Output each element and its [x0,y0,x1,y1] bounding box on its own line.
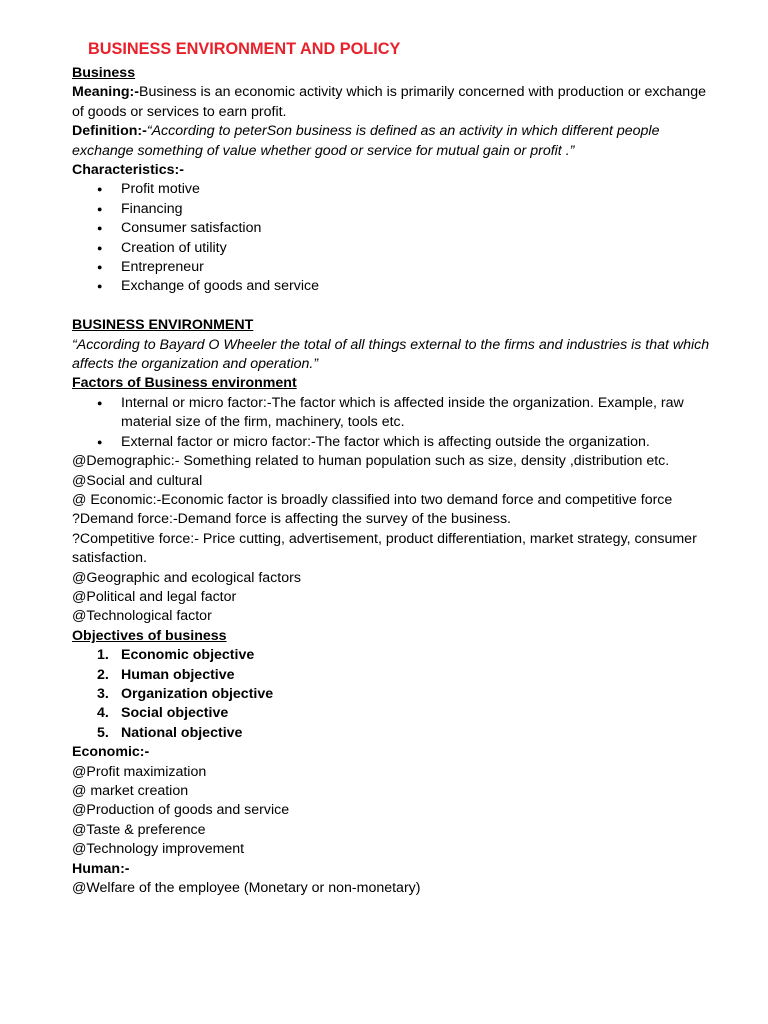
meaning-label: Meaning:- [72,84,139,101]
list-item: ● Creation of utility [72,239,712,258]
item-number: 4. [97,705,109,722]
environment-quote: “According to Bayard O Wheeler the total of all things external to the firms and industries is that which affects the organization and operation.” [72,336,710,373]
item-label: Organization objective [121,685,274,702]
item-label: Economic objective [121,647,255,664]
section-spacer [72,297,712,316]
factor-line: ?Competitive force:- Price cutting, advertisement, product differentiation, market strategy, consumer satisfaction. [72,530,697,567]
objectives-list [72,646,712,743]
definition-text: “According to peterSon business is defined as an activity in which different people exchange something of value whether good or service for mutual gain or profit .” [72,123,660,159]
item-label: Human objective [121,666,235,683]
item-number: 2. [97,666,109,683]
factor-line: @Social and cultural [72,472,203,489]
factors-list [72,394,712,452]
characteristics-label: Characteristics:- [72,162,184,179]
list-item: ● External factor or micro factor:-The factor which is affecting outside the organization. [72,433,712,452]
item-number: 5. [97,724,109,741]
item-number: 1. [97,647,109,664]
list-item [72,724,712,743]
objectives-heading: Objectives of business [72,627,227,644]
factor-line: @Political and legal factor [72,588,237,605]
document-title: BUSINESS ENVIRONMENT AND POLICY [88,40,401,58]
economic-line: @ market creation [72,783,189,800]
environment-heading: BUSINESS ENVIRONMENT [72,317,254,334]
business-heading: Business [72,65,136,81]
definition-paragraph [72,122,712,161]
document-page [72,38,712,898]
item-number: 3. [97,685,109,702]
list-item [72,666,712,685]
economic-line: @Technology improvement [72,841,245,858]
list-item: ● Profit motive [72,180,712,199]
economic-line: @Taste & preference [72,821,206,838]
definition-label: Definition:- [72,123,147,140]
human-line: @Welfare of the employee (Monetary or non-monetary) [72,880,421,897]
economic-line: @Profit maximization [72,763,207,780]
factor-line: ?Demand force:-Demand force is affecting the survey of the business. [72,511,511,528]
human-label: Human:- [72,860,130,877]
factor-line: @Technological factor [72,608,212,625]
characteristics-list [72,180,712,296]
list-item: ● Consumer satisfaction [72,219,712,238]
factor-line: @Demographic:- Something related to human population such as size, density ,distribution etc. [72,453,670,470]
list-item [72,646,712,665]
factor-line: @Geographic and ecological factors [72,569,301,586]
item-label: National objective [121,724,243,741]
list-item: ● Entrepreneur [72,258,712,277]
economic-label: Economic:- [72,744,150,761]
list-item: ● Exchange of goods and service [72,277,712,296]
factor-line: @ Economic:-Economic factor is broadly classified into two demand force and competitive force [72,491,673,508]
factors-heading: Factors of Business environment [72,375,297,392]
economic-line: @Production of goods and service [72,802,290,819]
meaning-paragraph [72,83,712,122]
meaning-text: Business is an economic activity which is primarily concerned with production or exchange of goods or services to earn profit. [72,84,706,120]
list-item: ● Internal or micro factor:-The factor which is affected inside the organization. Example, raw material size of the firm, machinery, tools etc. [72,394,712,433]
item-label: Social objective [121,705,229,722]
list-item [72,685,712,704]
list-item [72,704,712,723]
list-item: ● Financing [72,200,712,219]
